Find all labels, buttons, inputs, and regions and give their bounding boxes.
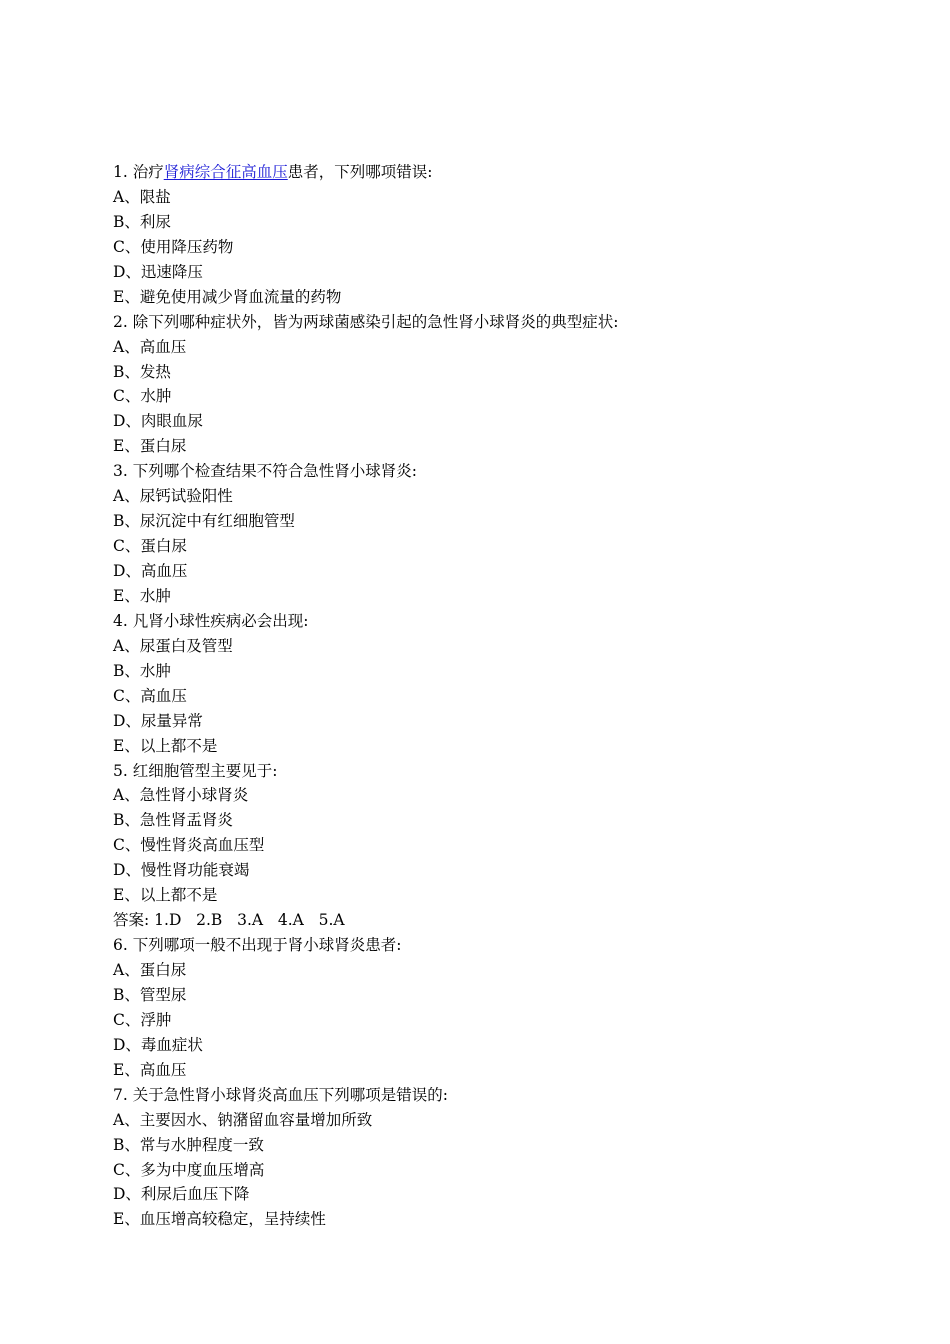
question-2-option-d: D、肉眼血尿 [113, 412, 203, 431]
question-4-option-e: E、以上都不是 [113, 736, 218, 755]
question-6-option-e: E、高血压 [113, 1060, 187, 1079]
question-5-option-a: A、急性肾小球肾炎 [113, 786, 249, 805]
question-2-option-b: B、发热 [113, 362, 171, 381]
question-2-option-a: A、高血压 [113, 337, 187, 356]
question-2-stem: 2. 除下列哪种症状外，皆为两球菌感染引起的急性肾小球肾炎的典型症状: [113, 312, 619, 331]
question-4-option-a: A、尿蛋白及管型 [113, 636, 233, 655]
question-5-stem: 5. 红细胞管型主要见于: [113, 761, 278, 780]
question-7-option-a: A、主要因水、钠潴留血容量增加所致 [113, 1110, 373, 1129]
question-4-option-b: B、水肿 [113, 661, 171, 680]
question-4-stem: 4. 凡肾小球性疾病必会出现: [113, 611, 309, 630]
question-5-option-e: E、以上都不是 [113, 886, 218, 905]
question-4-option-d: D、尿量异常 [113, 711, 203, 730]
nephrotic-hypertension-link[interactable]: 肾病综合征高血压 [163, 163, 288, 181]
question-6-option-c: C、浮肿 [113, 1010, 172, 1029]
question-3-option-c: C、蛋白尿 [113, 537, 187, 556]
question-3-option-b: B、尿沉淀中有红细胞管型 [113, 512, 295, 531]
question-1-option-e: E、避免使用减少肾血流量的药物 [113, 287, 342, 306]
question-6-option-d: D、毒血症状 [113, 1035, 203, 1054]
question-5-option-d: D、慢性肾功能衰竭 [113, 861, 250, 880]
question-2-option-e: E、蛋白尿 [113, 437, 187, 456]
answer-key: 答案: 1.D 2.B 3.A 4.A 5.A [113, 911, 345, 930]
question-4-option-c: C、高血压 [113, 686, 187, 705]
document-body [113, 160, 873, 1232]
question-3-option-e: E、水肿 [113, 586, 171, 605]
question-7-option-c: C、多为中度血压增高 [113, 1160, 265, 1179]
question-6-stem: 6. 下列哪项一般不出现于肾小球肾炎患者: [113, 936, 402, 955]
question-6-option-a: A、蛋白尿 [113, 961, 187, 979]
question-3-stem: 3. 下列哪个检查结果不符合急性肾小球肾炎: [113, 462, 417, 481]
question-7-option-d: D、利尿后血压下降 [113, 1185, 250, 1204]
question-3-option-d: D、高血压 [113, 562, 188, 580]
question-7-option-b: B、常与水肿程度一致 [113, 1135, 264, 1154]
question-3-option-a: A、尿钙试验阳性 [113, 487, 233, 506]
question-1-prefix: 1. 治疗 [113, 163, 164, 181]
question-1-suffix: 患者，下列哪项错误: [287, 163, 433, 181]
question-1-stem [113, 160, 873, 185]
question-7-stem: 7. 关于急性肾小球肾炎高血压下列哪项是错误的: [113, 1085, 448, 1104]
question-1-option-c: C、使用降压药物 [113, 237, 234, 256]
question-5-option-c: C、慢性肾炎高血压型 [113, 836, 265, 855]
question-2-option-c: C、水肿 [113, 387, 172, 406]
question-5-option-b: B、急性肾盂肾炎 [113, 811, 233, 830]
question-6-option-b: B、管型尿 [113, 985, 187, 1004]
question-1-option-d: D、迅速降压 [113, 262, 203, 281]
question-1-option-a: A、限盐 [113, 187, 171, 206]
question-1-option-b: B、利尿 [113, 212, 171, 231]
question-7-option-e: E、血压增高较稳定，呈持续性 [113, 1210, 326, 1229]
